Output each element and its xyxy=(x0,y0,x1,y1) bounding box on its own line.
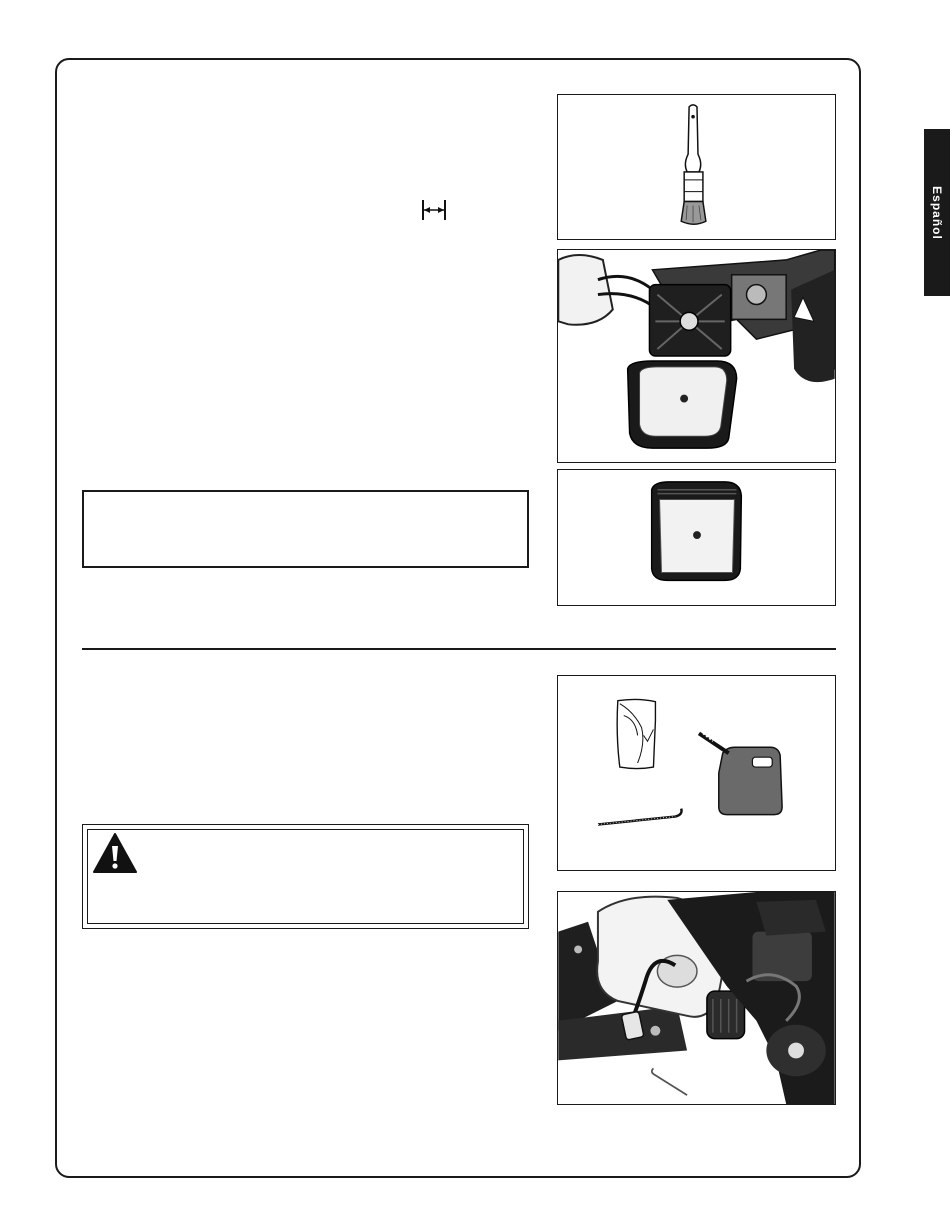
fuel-filter-tools-figure xyxy=(557,675,836,871)
language-tab-label: Español xyxy=(930,185,944,240)
fuel-tank-hook-figure xyxy=(557,891,836,1105)
brush-icon xyxy=(681,105,706,224)
warning-box xyxy=(82,824,529,929)
air-filter-removed-figure xyxy=(557,249,836,463)
section-divider xyxy=(82,648,836,650)
brush-figure xyxy=(557,94,836,240)
air-filter-element-figure xyxy=(557,469,836,606)
fuel-can-icon xyxy=(699,733,782,814)
hook-wire-icon xyxy=(598,809,682,825)
note-box xyxy=(82,490,529,568)
warning-triangle-icon xyxy=(92,832,138,874)
language-tab xyxy=(924,129,950,296)
gap-measure-icon xyxy=(420,199,448,221)
warning-box-inner xyxy=(87,829,524,924)
rag-icon xyxy=(617,699,655,768)
